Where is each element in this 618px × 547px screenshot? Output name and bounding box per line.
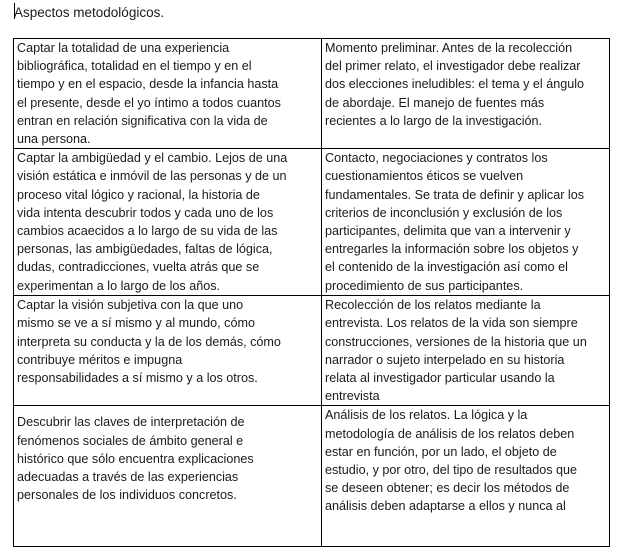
text-line: construcciones, versiones de la historia que un [325,334,587,349]
text-line: participantes, delimita que van a intervenir y [325,224,571,239]
table-row [14,149,610,296]
text-line: estar en función, por un lado, el objeto de [325,444,557,459]
text-line: Captar la visión subjetiva con la que uno [17,298,244,313]
text-line: criterios de inconclusión y exclusión de los [325,205,563,220]
text-line: tiempo y en el espacio, desde la infancia hasta [17,77,279,92]
text-line: Momento preliminar. Antes de la recolección [325,41,573,55]
text-line: del primer relato, el investigador debe realizar [325,59,581,74]
text-line: Captar la totalidad de una experiencia [17,41,230,55]
cell-text [325,39,605,130]
table-cell-left[interactable] [14,39,322,149]
text-line: entran en relación significativa con la vida de [17,113,268,128]
text-line: se deseen obtener; es decir los métodos de [325,481,570,496]
text-line: histórico que sólo encuentra explicaciones [17,451,254,466]
cell-text [325,406,605,515]
text-line: bibliográfica, totalidad en el tiempo y en el [17,59,252,74]
text-line: vida intenta descubrir todos y cada uno de los [17,205,274,220]
text-line: responsabilidades a sí mismo y a los otros. [17,371,258,386]
text-line: procedimiento de sus participantes. [325,278,524,293]
text-line: dos elecciones ineludibles: el tema y el ángulo [325,77,585,92]
table-row [14,296,610,406]
text-line: una persona. [17,132,91,147]
text-line: fundamentales. Se trata de definir y aplicar los [325,187,585,202]
cell-text [17,149,317,295]
cell-text [325,149,605,295]
text-line: Recolección de los relatos mediante la [325,298,541,313]
cell-text [17,39,317,148]
text-line: interpreta su conducta y la de los demás, cómo [17,334,281,349]
text-line: dudas, contradicciones, vuelta atrás que se [17,260,260,275]
text-line: estudio, y por otro, del tipo de resultados que [325,463,578,478]
document-title[interactable]: Aspectos metodológicos. [14,5,165,20]
text-line: adecuadas a través de las experiencias [17,470,239,485]
text-line: el contenido de la investigación así como el [325,260,568,275]
text-line: cuestionamientos éticos se vuelven [325,169,524,184]
table-cell-right[interactable] [322,149,610,296]
text-line: recientes a lo largo de la investigación. [325,113,543,128]
cell-text [325,296,605,405]
text-line: de abordaje. El manejo de fuentes más [325,95,545,110]
table-cell-left[interactable] [14,149,322,296]
text-line: Captar la ambigüedad y el cambio. Lejos de una [17,151,288,166]
text-line: entregarles la información sobre los objetos y [325,242,579,257]
table-cell-right[interactable] [322,296,610,406]
text-line: fenómenos sociales de ámbito general e [17,433,244,448]
table-row [14,39,610,149]
text-line: visión estática e inmóvil de las personas y de un [17,169,287,184]
text-line: análisis deben adaptarse a ellos y nunca al [325,499,566,514]
cell-text [17,296,317,387]
text-line: cambios acaecidos a lo largo de su vida de las [17,224,278,239]
text-line: contribuye méritos e impugna [17,352,183,367]
table-cell-right[interactable] [322,39,610,149]
text-line: Contacto, negociaciones y contratos los [325,151,548,166]
text-line: el presente, desde el yo íntimo a todos cuantos [17,95,281,110]
text-line: proceso vital lógico y racional, la historia de [17,187,260,202]
text-line: personales de los individuos concretos. [17,488,237,503]
table-cell-left[interactable] [14,296,322,406]
text-line: personas, las ambigüedades, faltas de lógica, [17,242,273,257]
text-line: Análisis de los relatos. La lógica y la [325,408,528,423]
text-line: metodología de análisis de los relatos deben [325,426,575,441]
text-line: Descubrir las claves de interpretación de [17,415,245,430]
text-line: relata al investigador particular usando la [325,371,555,386]
methodology-table [13,38,610,547]
text-line: narrador o sujeto interpelado en su historia [325,352,565,367]
text-line: mismo se ve a sí mismo y al mundo, cómo [17,316,255,331]
cell-text [17,406,317,504]
text-line: entrevista [325,389,380,404]
text-line: entrevista. Los relatos de la vida son siempre [325,316,578,331]
text-line: experimentan a lo largo de los años. [17,278,221,293]
